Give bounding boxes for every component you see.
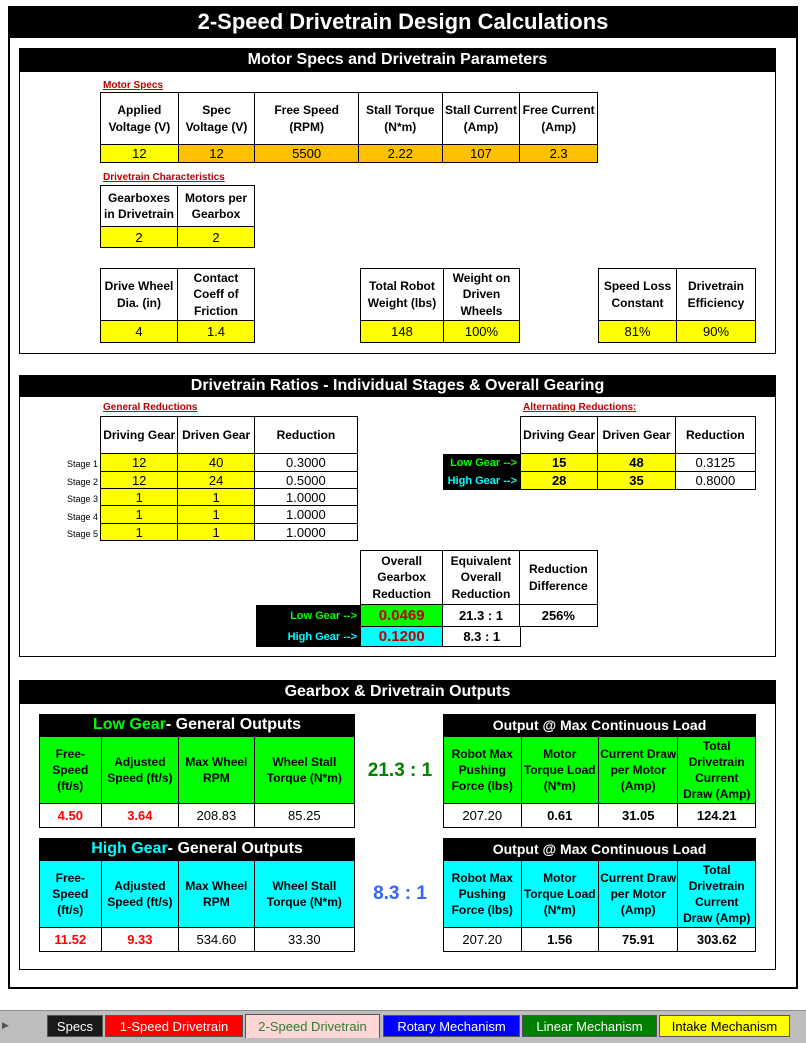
- friction-cell[interactable]: 1.4: [178, 321, 254, 342]
- col-low-torque-load: Motor Torque Load (N*m): [522, 737, 600, 803]
- alt-high-gear-label: High Gear -->: [443, 472, 520, 490]
- low-adjusted-speed: 3.64: [102, 804, 180, 827]
- stage-5-driving[interactable]: 1: [101, 524, 178, 540]
- low-free-speed: 4.50: [40, 804, 102, 827]
- col-high-pushing-force: Robot Max Pushing Force (lbs): [444, 861, 522, 927]
- alt-low-driven[interactable]: 48: [598, 454, 675, 471]
- col-applied-voltage: Applied Voltage (V): [101, 93, 179, 144]
- stage-5-row: [100, 524, 358, 541]
- free-current-cell[interactable]: 2.3: [520, 145, 597, 162]
- stage-4-driven[interactable]: 1: [178, 506, 254, 523]
- high-stall-torque: 33.30: [255, 928, 354, 951]
- wheel-header-row: [100, 268, 255, 321]
- tab-intake-mechanism[interactable]: [659, 1015, 790, 1037]
- low-load-values-row: [443, 804, 756, 828]
- low-gear-title-gear: Low Gear: [92, 716, 166, 733]
- weight-header-row: [360, 268, 520, 321]
- gearboxes-cell[interactable]: 2: [101, 227, 178, 247]
- tab-2-speed-label: 2-Speed Drivetrain: [258, 1019, 367, 1034]
- page-title: 2-Speed Drivetrain Design Calculations: [8, 6, 798, 38]
- overall-high-gear-label: High Gear -->: [256, 627, 360, 647]
- col-low-max-wheel-rpm: Max Wheel RPM: [179, 737, 255, 803]
- high-gear-ratio: 8.3 : 1: [373, 883, 427, 904]
- loss-values-row: [598, 321, 756, 343]
- tab-1-speed-label: 1-Speed Drivetrain: [119, 1018, 229, 1034]
- stage-4-reduction: 1.0000: [255, 506, 357, 523]
- stage-2-driving[interactable]: 12: [101, 472, 178, 488]
- alt-low-row: [520, 454, 756, 472]
- speed-loss-cell[interactable]: 81%: [599, 321, 677, 342]
- stage-5-label: Stage 5: [66, 529, 98, 539]
- stage-4-label: Stage 4: [66, 512, 98, 522]
- tab-intake-label: Intake Mechanism: [671, 1018, 778, 1034]
- high-total-current: 303.62: [678, 928, 755, 951]
- reduction-difference: 256%: [520, 605, 597, 626]
- col-equivalent-overall: Equivalent Overall Reduction: [443, 551, 519, 604]
- col-low-pushing-force: Robot Max Pushing Force (lbs): [444, 737, 522, 803]
- stage-3-driving[interactable]: 1: [101, 489, 178, 505]
- tab-specs[interactable]: [47, 1015, 103, 1037]
- high-equivalent-reduction: 8.3 : 1: [443, 627, 520, 646]
- col-high-current-per-motor: Current Draw per Motor (Amp): [599, 861, 678, 927]
- col-high-total-current: Total Drivetrain Current Draw (Amp): [683, 862, 751, 926]
- low-current-per-motor: 31.05: [599, 804, 678, 827]
- col-alt-reduction: Reduction: [686, 427, 745, 442]
- alt-high-reduction: 0.8000: [676, 472, 755, 489]
- stage-1-driving[interactable]: 12: [101, 454, 178, 471]
- col-spec-voltage: Spec Voltage (V): [179, 93, 256, 144]
- tab-rotary-label: Rotary Mechanism: [397, 1018, 506, 1034]
- stage-1-reduction: 0.3000: [255, 454, 357, 471]
- col-stall-current: Stall Current (Amp): [443, 93, 521, 144]
- col-robot-weight: Total Robot Weight (lbs): [361, 269, 444, 320]
- col-speed-loss: Speed Loss Constant: [599, 269, 677, 320]
- motor-specs-label: Motor Specs: [103, 80, 164, 91]
- tab-scroll-right-icon[interactable]: ▶: [2, 1020, 9, 1030]
- alt-low-driving[interactable]: 15: [521, 454, 598, 471]
- col-low-total-current: Total Drivetrain Current Draw (Amp): [683, 738, 751, 802]
- alt-low-gear-label: Low Gear -->: [443, 454, 520, 472]
- high-load-title: Output @ Max Continuous Load: [443, 838, 756, 860]
- alt-high-row: [520, 472, 756, 490]
- weight-driven-cell[interactable]: 100%: [444, 321, 519, 342]
- stage-3-row: [100, 489, 358, 506]
- stage-5-driven[interactable]: 1: [178, 524, 254, 540]
- wheel-dia-cell[interactable]: 4: [101, 321, 178, 342]
- col-alt-driving: Driving Gear: [521, 417, 598, 453]
- stage-2-reduction: 0.5000: [255, 472, 357, 488]
- overall-high-row: [360, 627, 521, 647]
- weight-values-row: [360, 321, 520, 343]
- col-high-adjusted-speed: Adjusted Speed (ft/s): [102, 861, 180, 927]
- alt-high-driven[interactable]: 35: [598, 472, 675, 489]
- motors-per-gearbox-cell[interactable]: 2: [178, 227, 254, 247]
- motor-specs-values-row: [100, 145, 598, 163]
- stage-4-driving[interactable]: 1: [101, 506, 178, 523]
- alt-header-row: [520, 416, 756, 454]
- stage-1-row: [100, 454, 358, 472]
- low-load-header-row: [443, 736, 756, 804]
- col-low-current-per-motor: Current Draw per Motor (Amp): [599, 737, 678, 803]
- col-driven-gear: Driven Gear: [178, 417, 254, 453]
- low-gear-outputs-title: [39, 714, 355, 736]
- stage-3-label: Stage 3: [66, 494, 98, 504]
- low-outputs-values-row: [39, 804, 355, 828]
- col-high-free-speed: Free-Speed (ft/s): [40, 861, 102, 927]
- high-current-per-motor: 75.91: [599, 928, 678, 951]
- stage-3-driven[interactable]: 1: [178, 489, 254, 505]
- tab-specs-label: Specs: [56, 1018, 94, 1034]
- applied-voltage-cell[interactable]: 12: [101, 145, 179, 162]
- tab-linear-mechanism[interactable]: [522, 1015, 657, 1037]
- overall-low-row: [360, 605, 598, 627]
- tab-1-speed-drivetrain[interactable]: [105, 1015, 243, 1037]
- col-alt-driven: Driven Gear: [598, 417, 675, 453]
- drivetrain-characteristics-label: Drivetrain Characteristics: [103, 172, 225, 183]
- general-header-row: [100, 416, 358, 454]
- stage-4-row: [100, 506, 358, 524]
- general-reductions-label: General Reductions: [103, 402, 198, 413]
- low-equivalent-reduction: 21.3 : 1: [443, 605, 519, 626]
- col-high-torque-load: Motor Torque Load (N*m): [522, 861, 600, 927]
- outputs-header: Gearbox & Drivetrain Outputs: [19, 680, 776, 704]
- col-reduction-difference: Reduction Difference: [528, 562, 588, 593]
- col-stall-torque: Stall Torque (N*m): [359, 93, 443, 144]
- col-high-max-wheel-rpm: Max Wheel RPM: [179, 861, 255, 927]
- spec-voltage-cell[interactable]: 12: [179, 145, 256, 162]
- col-motors-per-gearbox: Motors per Gearbox: [184, 190, 247, 221]
- robot-weight-cell[interactable]: 148: [361, 321, 444, 342]
- col-friction: Contact Coeff of Friction: [193, 271, 239, 318]
- stage-2-driven[interactable]: 24: [178, 472, 254, 488]
- stage-2-label: Stage 2: [66, 477, 98, 487]
- tab-linear-label: Linear Mechanism: [536, 1018, 643, 1034]
- free-speed-cell[interactable]: 5500: [255, 145, 359, 162]
- col-low-stall-torque: Wheel Stall Torque (N*m): [266, 754, 342, 785]
- col-overall-gearbox: Overall Gearbox Reduction: [361, 551, 443, 604]
- high-overall-reduction: 0.1200: [361, 627, 443, 646]
- alt-low-reduction: 0.3125: [676, 454, 755, 471]
- low-gear-title-rest: - General Outputs: [165, 716, 302, 733]
- col-free-speed: Free Speed (RPM): [255, 93, 359, 144]
- col-driving-gear: Driving Gear: [101, 417, 178, 453]
- low-pushing-force: 207.20: [444, 804, 522, 827]
- loss-header-row: [598, 268, 756, 321]
- col-low-free-speed: Free-Speed (ft/s): [40, 737, 102, 803]
- overall-header-row: [360, 550, 598, 605]
- stall-current-cell[interactable]: 107: [443, 145, 521, 162]
- high-adjusted-speed: 9.33: [102, 928, 180, 951]
- low-stall-torque: 85.25: [255, 804, 354, 827]
- high-gear-title-rest: - General Outputs: [167, 840, 303, 857]
- low-outputs-header-row: [39, 736, 355, 804]
- col-gearboxes: Gearboxes in Drivetrain: [101, 186, 178, 226]
- high-torque-load: 1.56: [522, 928, 600, 951]
- col-efficiency: Drivetrain Efficiency: [687, 279, 745, 310]
- col-high-stall-torque: Wheel Stall Torque (N*m): [266, 878, 342, 909]
- stage-1-driven[interactable]: 40: [178, 454, 254, 471]
- ratios-header: Drivetrain Ratios - Individual Stages & Overall Gearing: [19, 375, 776, 397]
- overall-low-gear-label: Low Gear -->: [256, 605, 360, 627]
- high-gear-title-gear: High Gear: [91, 840, 168, 857]
- high-outputs-values-row: [39, 928, 355, 952]
- stall-torque-cell[interactable]: 2.22: [359, 145, 443, 162]
- high-outputs-header-row: [39, 860, 355, 928]
- high-load-values-row: [443, 928, 756, 952]
- col-reduction: Reduction: [276, 427, 336, 442]
- tab-2-speed-drivetrain[interactable]: [245, 1014, 380, 1038]
- motor-specs-header-row: [100, 92, 598, 145]
- low-overall-reduction: 0.0469: [361, 605, 443, 626]
- col-wheel-dia: Drive Wheel Dia. (in): [101, 269, 178, 320]
- low-max-wheel-rpm: 208.83: [179, 804, 255, 827]
- high-free-speed: 11.52: [40, 928, 102, 951]
- stage-3-reduction: 1.0000: [255, 489, 357, 505]
- col-weight-driven: Weight on Driven Wheels: [452, 271, 511, 318]
- alternating-reductions-label: Alternating Reductions:: [523, 402, 637, 413]
- sheet-tab-bar: [0, 1010, 806, 1043]
- low-load-title: Output @ Max Continuous Load: [443, 714, 756, 736]
- alt-high-driving[interactable]: 28: [521, 472, 598, 489]
- tab-rotary-mechanism[interactable]: [383, 1015, 520, 1037]
- high-gear-outputs-title: [39, 838, 355, 860]
- low-torque-load: 0.61: [522, 804, 600, 827]
- col-free-current: Free Current (Amp): [522, 103, 595, 134]
- high-pushing-force: 207.20: [444, 928, 522, 951]
- efficiency-cell[interactable]: 90%: [677, 321, 755, 342]
- col-low-adjusted-speed: Adjusted Speed (ft/s): [102, 737, 180, 803]
- motor-specs-header: Motor Specs and Drivetrain Parameters: [19, 48, 776, 72]
- stage-5-reduction: 1.0000: [255, 524, 357, 540]
- low-gear-ratio: 21.3 : 1: [367, 760, 433, 781]
- drivetrain-values-row: [100, 227, 255, 248]
- high-max-wheel-rpm: 534.60: [179, 928, 255, 951]
- high-load-header-row: [443, 860, 756, 928]
- stage-1-label: Stage 1: [66, 459, 98, 469]
- wheel-values-row: [100, 321, 255, 343]
- low-total-current: 124.21: [678, 804, 755, 827]
- drivetrain-header-row: [100, 185, 255, 227]
- stage-2-row: [100, 472, 358, 489]
